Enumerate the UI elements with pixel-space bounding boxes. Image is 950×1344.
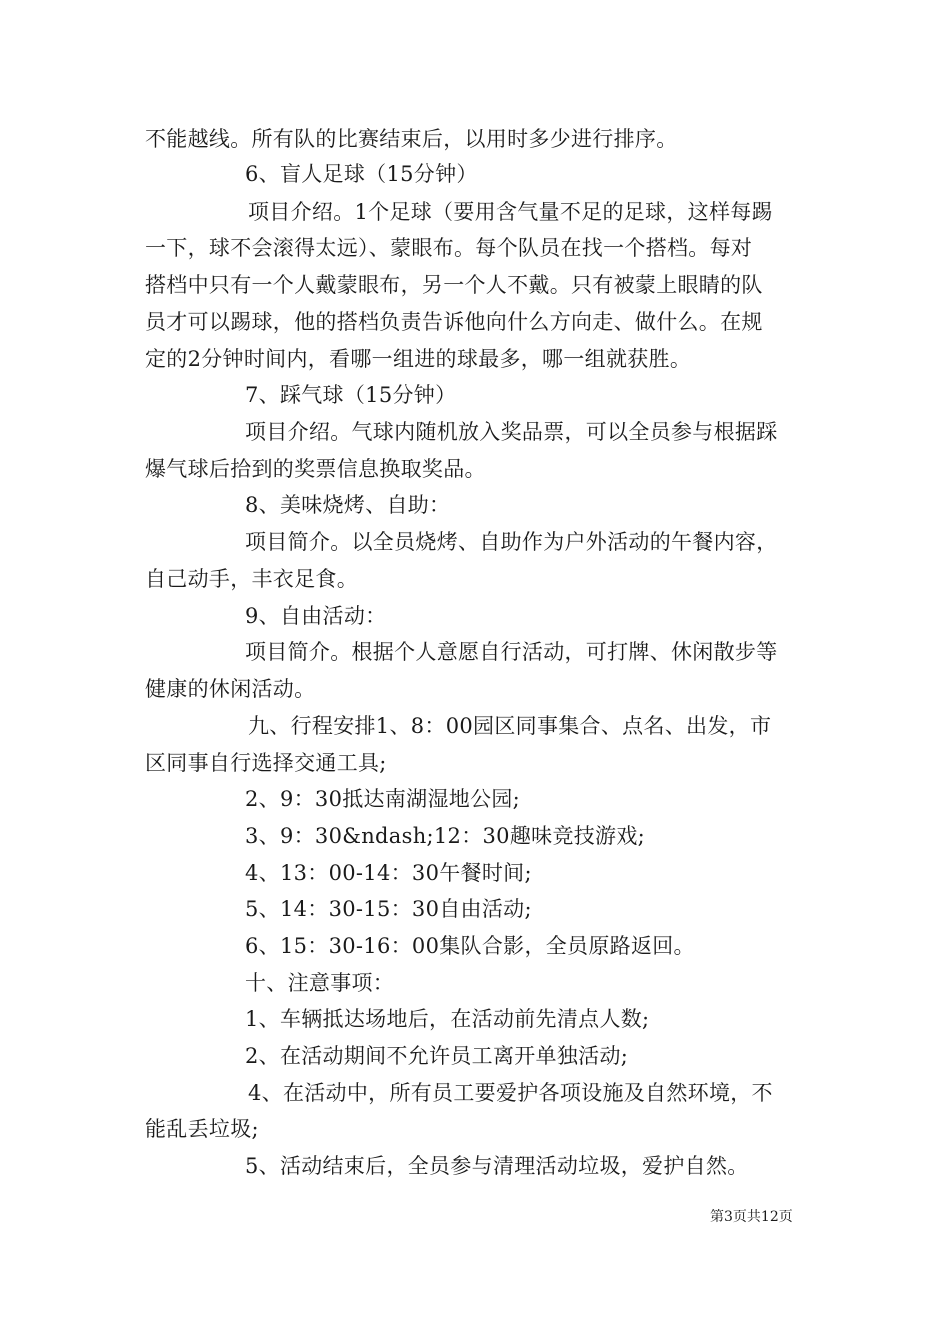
section-heading: 9、自由活动：: [245, 604, 387, 628]
section-heading: 8、美味烧烤、自助：: [245, 493, 451, 517]
notice-item: 4、在活动中，所有员工要爱护各项设施及自然环境，不: [248, 1081, 773, 1105]
text-line: 区同事自行选择交通工具;: [145, 751, 387, 775]
section-heading: 6、盲人足球（15分钟）: [245, 162, 478, 186]
schedule-item: 3、9：30&ndash;12：30趣味竞技游戏;: [245, 824, 646, 848]
schedule-item: 5、14：30-15：30自由活动;: [245, 897, 532, 921]
schedule-item: 6、15：30-16：00集队合影，全员原路返回。: [245, 934, 695, 958]
section-heading: 十、注意事项：: [245, 971, 395, 995]
text-line: 搭档中只有一个人戴蒙眼布，另一个人不戴。只有被蒙上眼睛的队: [145, 273, 763, 297]
text-line: 项目介绍。气球内随机放入奖品票，可以全员参与根据踩: [245, 420, 778, 444]
notice-item: 1、车辆抵达场地后，在活动前先清点人数;: [245, 1007, 650, 1031]
text-line: 不能越线。所有队的比赛结束后，以用时多少进行排序。: [145, 127, 678, 151]
text-line: 自己动手，丰衣足食。: [145, 567, 358, 591]
text-line: 员才可以踢球，他的搭档负责告诉他向什么方向走、做什么。在规: [145, 310, 763, 334]
page-number-footer: 第3页共12页: [710, 1209, 793, 1225]
text-line: 能乱丢垃圾;: [145, 1117, 259, 1141]
text-line: 一下，球不会滚得太远）、蒙眼布。每个队员在找一个搭档。每对: [145, 236, 753, 260]
text-line: 项目简介。以全员烧烤、自助作为户外活动的午餐内容，: [245, 530, 778, 554]
schedule-item: 2、9：30抵达南湖湿地公园;: [245, 787, 521, 811]
notice-item: 5、活动结束后，全员参与清理活动垃圾，爱护自然。: [245, 1154, 749, 1178]
schedule-item: 4、13：00-14：30午餐时间;: [245, 861, 532, 885]
text-line: 项目介绍。1个足球（要用含气量不足的足球，这样每踢: [248, 200, 773, 224]
text-line: 健康的休闲活动。: [145, 677, 316, 701]
section-heading: 九、行程安排1、8：00园区同事集合、点名、出发，市: [248, 714, 772, 738]
notice-item: 2、在活动期间不允许员工离开单独活动;: [245, 1044, 629, 1068]
text-line: 项目简介。根据个人意愿自行活动，可打牌、休闲散步等: [245, 640, 778, 664]
text-line: 爆气球后拾到的奖票信息换取奖品。: [145, 457, 486, 481]
text-line: 定的2分钟时间内，看哪一组进的球最多，哪一组就获胜。: [145, 347, 692, 371]
section-heading: 7、踩气球（15分钟）: [245, 383, 457, 407]
